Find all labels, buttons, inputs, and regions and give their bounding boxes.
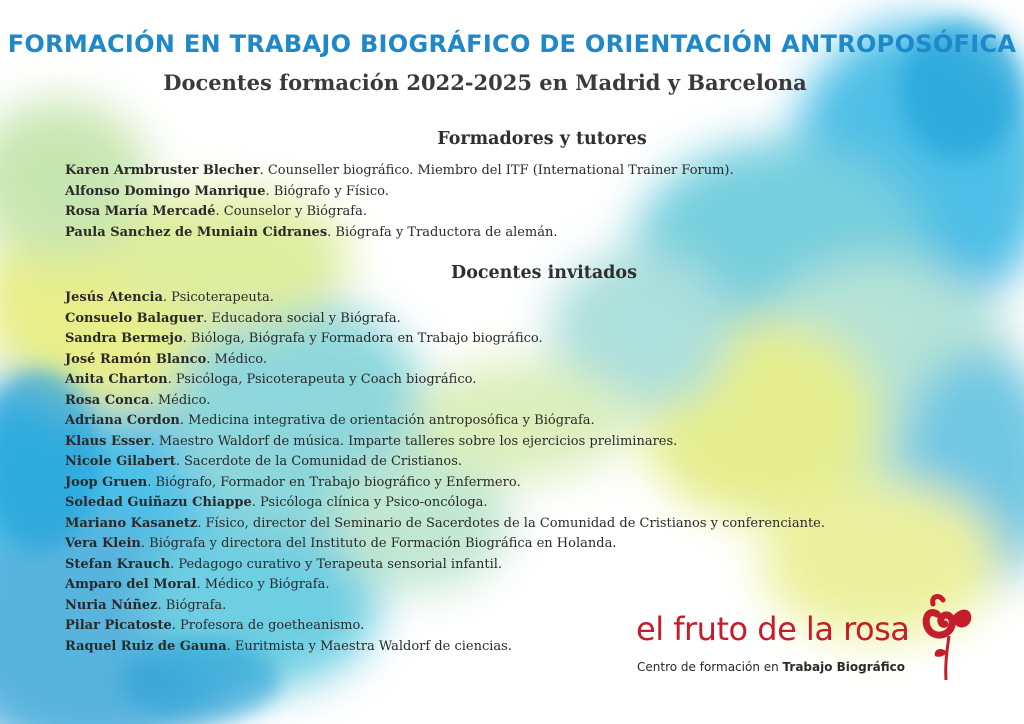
section-heading-guests: Docentes invitados — [451, 263, 637, 283]
list-item — [65, 288, 825, 309]
list-item — [65, 350, 825, 371]
list-item — [65, 534, 825, 555]
person-description: . Bióloga, Biógrafa y Formadora en Trabajo biográfico. — [182, 331, 543, 346]
person-description: . Euritmista y Maestra Waldorf de ciencias. — [226, 638, 512, 654]
person-name: José Ramón Blanco — [65, 351, 207, 367]
person-name: Soledad Guiñazu Chiappe — [65, 495, 252, 510]
person-description: . Psicoterapeuta. — [162, 290, 274, 305]
list-item — [65, 555, 825, 576]
person-description: . Profesora de goetheanismo. — [171, 618, 365, 633]
list-item — [65, 452, 825, 473]
person-name: Consuelo Balaguer — [65, 310, 204, 326]
person-description: . Médico y Biógrafa. — [196, 577, 330, 592]
person-description: . Biógrafa. — [157, 597, 227, 613]
person-name: Rosa María Mercadé — [65, 204, 216, 219]
list-item — [65, 493, 825, 514]
list-item — [65, 411, 825, 432]
person-description: . Psicóloga clínica y Psico-oncóloga. — [251, 495, 488, 510]
person-description: . Biógrafo y Físico. — [265, 183, 389, 199]
person-description: . Biógrafa y Traductora de alemán. — [327, 224, 558, 240]
person-description: . Médico. — [206, 351, 268, 367]
logo — [636, 594, 996, 694]
list-item — [65, 514, 825, 535]
person-name: Amparo del Moral — [65, 577, 197, 592]
person-name: Klaus Esser — [65, 433, 151, 449]
person-description: . Médico. — [149, 392, 211, 408]
list-item — [65, 391, 825, 412]
page-title: FORMACIÓN EN TRABAJO BIOGRÁFICO DE ORIENTACIÓN ANTROPOSÓFICA — [7, 30, 1017, 58]
person-name: Raquel Ruiz de Gauna — [65, 638, 227, 654]
list-item — [65, 575, 825, 596]
person-name: Vera Klein — [65, 536, 141, 551]
person-description: . Psicóloga, Psicoterapeuta y Coach biográfico. — [167, 372, 477, 387]
person-name: Adriana Cordon — [65, 413, 180, 428]
list-item — [65, 473, 825, 494]
person-description: . Biógrafa y directora del Instituto de Formación Biográfica en Holanda. — [140, 536, 617, 551]
person-description: . Counselor y Biógrafa. — [215, 204, 367, 219]
person-name: Paula Sanchez de Muniain Cidranes — [65, 224, 328, 240]
rose-icon — [919, 594, 979, 684]
person-description: . Maestro Waldorf de música. Imparte talleres sobre los ejercicios preliminares. — [150, 433, 678, 449]
list-item — [65, 432, 825, 453]
person-name: Nicole Gilabert — [65, 454, 176, 469]
person-description: . Pedagogo curativo y Terapeuta sensorial infantil. — [170, 556, 503, 572]
person-name: Karen Armbruster Blecher — [65, 163, 260, 178]
person-description: . Biógrafo, Formador en Trabajo biográfico y Enfermero. — [147, 474, 521, 490]
list-item — [65, 370, 825, 391]
person-name: Jesús Atencia — [65, 290, 163, 305]
list-item — [65, 182, 734, 203]
list-item — [65, 161, 734, 182]
trainers-list — [65, 161, 734, 243]
person-name: Nuria Núñez — [65, 597, 158, 613]
person-name: Joop Gruen — [65, 474, 148, 490]
list-item — [65, 202, 734, 223]
logo-tagline-prefix: Centro de formación en — [637, 660, 783, 674]
person-name: Stefan Krauch — [65, 556, 171, 572]
person-description: . Educadora social y Biógrafa. — [203, 310, 401, 326]
list-item — [65, 329, 825, 350]
logo-tagline-strong: Trabajo Biográfico — [782, 660, 906, 674]
person-name: Anita Charton — [65, 372, 168, 387]
person-name: Alfonso Domingo Manrique — [65, 183, 266, 199]
person-description: . Físico, director del Seminario de Sacerdotes de la Comunidad de Cristianos y conferenciante. — [197, 515, 826, 531]
person-description: . Medicina integrativa de orientación antroposófica y Biógrafa. — [179, 413, 595, 428]
person-name: Sandra Bermejo — [65, 331, 183, 346]
section-heading-trainers: Formadores y tutores — [437, 129, 647, 149]
person-name: Rosa Conca — [65, 392, 150, 408]
logo-tagline — [637, 660, 905, 674]
page-subtitle: Docentes formación 2022-2025 en Madrid y Barcelona — [163, 70, 807, 95]
list-item — [65, 309, 825, 330]
person-name: Mariano Kasanetz — [65, 515, 198, 531]
logo-name: el fruto de la rosa — [636, 610, 910, 648]
list-item — [65, 223, 734, 244]
person-description: . Counseller biográfico. Miembro del ITF (International Trainer Forum). — [259, 163, 734, 178]
person-name: Pilar Picatoste — [65, 618, 172, 633]
person-description: . Sacerdote de la Comunidad de Cristianos. — [175, 454, 463, 469]
